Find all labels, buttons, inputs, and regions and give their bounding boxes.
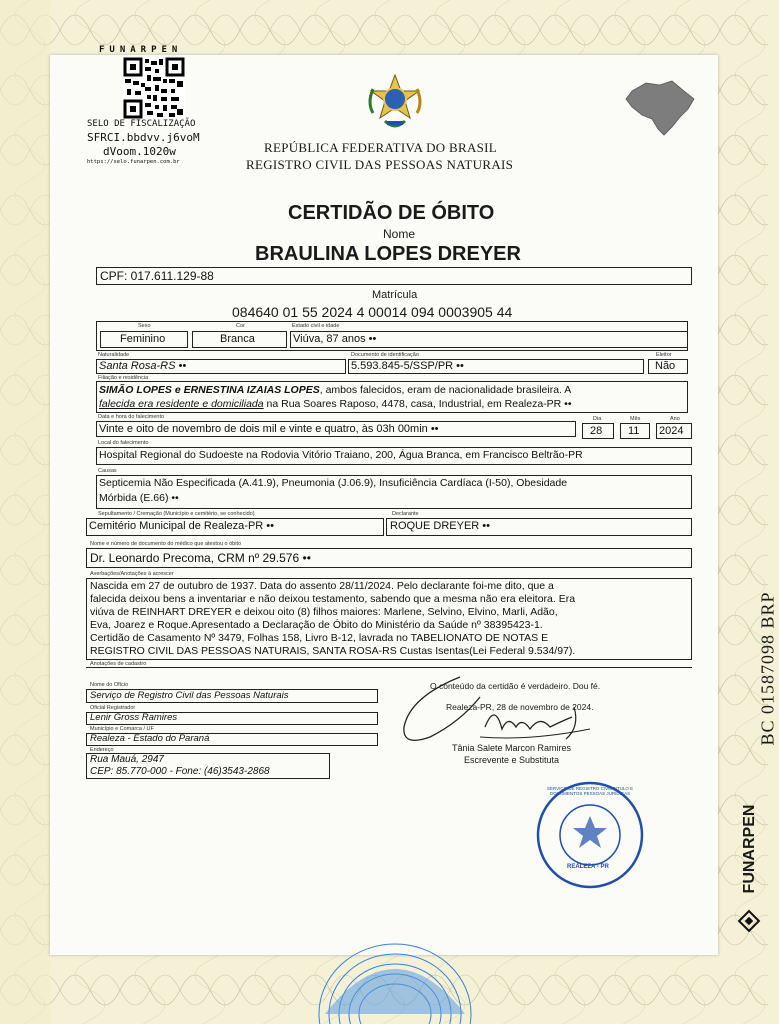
- averbacoes-line-3: viúva de REINHART DREYER e deixou oito (8) filhos maiores: Marlene, Selvino, Elvino, Marli, Adão,: [90, 606, 558, 618]
- causa-line-1: Septicemia Não Especificada (A.41.9), Pneumonia (J.06.9), Insuficiência Cardíaca (I-50), Obesidade: [99, 477, 568, 489]
- selo-url: https://selo.funarpen.com.br: [87, 159, 180, 165]
- declarante-value: ROQUE DREYER ••: [390, 520, 490, 532]
- selo-title: SELO DE FISCALIZAÇÃO: [87, 119, 196, 129]
- funarpen-logo-icon: [738, 910, 760, 932]
- selo-brand: FUNARPEN: [99, 45, 183, 55]
- office-nome: Serviço de Registro Civil das Pessoas Naturais: [90, 690, 289, 701]
- header-line-1: REPÚBLICA FEDERATIVA DO BRASIL: [264, 140, 498, 155]
- data-value: Vinte e oito de novembro de dois mil e vinte e quatro, às 03h 00min ••: [99, 423, 439, 435]
- office-nome-label: Nome do Ofício: [90, 682, 129, 688]
- certificate-title: CERTIDÃO DE ÓBITO: [288, 202, 495, 224]
- ano-value: 2024: [659, 425, 684, 437]
- anotacoes-label: Anotações de cadastro: [90, 661, 147, 667]
- signature-nome: Tânia Salete Marcon Ramires: [452, 743, 572, 753]
- filiacao-parents: SIMÃO LOPES e ERNESTINA IZAIAS LOPES: [99, 384, 320, 396]
- signature-verdadeiro: O conteúdo da certidão é verdadeiro. Dou fé.: [430, 681, 601, 691]
- data-label: Data e hora do falecimento: [98, 414, 165, 420]
- office-municipio: Realeza - Estado do Paraná: [90, 733, 210, 744]
- selo-box: [81, 45, 226, 173]
- selo-code-2: dVoom.1020w: [103, 145, 176, 158]
- filiacao-label: Filiação e residência: [98, 375, 149, 381]
- office-oficial: Lenir Gross Ramires: [90, 712, 178, 723]
- office-stamp: [535, 780, 645, 890]
- cor-value: Branca: [220, 333, 255, 345]
- qr-code-icon: [123, 57, 185, 119]
- matricula-label: Matrícula: [372, 289, 418, 301]
- eleitor-label: Eleitor: [656, 352, 672, 358]
- averbacoes-line-2: falecida deixou bens a inventariar e não deixou testamento, sabendo que a mesma não era eleitora. Era: [90, 593, 576, 605]
- sexo-label: Sexo: [138, 323, 151, 329]
- certificate-paper: [50, 45, 718, 955]
- deceased-name: BRAULINA LOPES DREYER: [255, 243, 521, 265]
- filiacao-rest: , ambos falecidos, eram de nacionalidade brasileira. A: [319, 384, 572, 396]
- estado-civil-label: Estado civil e idade: [292, 323, 340, 329]
- office-endereco-1: Rua Mauá, 2947: [90, 754, 164, 765]
- naturalidade-value: Santa Rosa-RS ••: [99, 360, 187, 372]
- averbacoes-line-4: Eva, Joarez e Roque.Apresentado a Declaração de Óbito do Ministério da Saúde nº 38395423-1.: [90, 619, 543, 631]
- causa-label: Causas: [98, 468, 117, 474]
- filiacao-line-2: [99, 398, 572, 410]
- naturalidade-label: Naturalidade: [98, 352, 130, 358]
- security-brand: FUNARPEN: [741, 804, 758, 894]
- declarante-label: Declarante: [392, 511, 419, 517]
- sexo-value: Feminino: [120, 333, 166, 345]
- brazil-coat-of-arms-icon: [363, 73, 427, 133]
- mes-value: 11: [628, 425, 640, 437]
- filiacao-residence: na Rua Soares Raposo, 4478, casa, Industrial, em Realeza-PR ••: [263, 398, 572, 410]
- stamp-city: REALEZA - PR: [567, 864, 609, 870]
- ano-label: Ano: [670, 416, 680, 422]
- dia-label: Dia: [593, 416, 602, 422]
- signature-cargo: Escrevente e Substituta: [464, 755, 560, 765]
- averbacoes-label: Averbações/Anotações à acrescer: [90, 571, 174, 577]
- filiacao-line-1: [99, 384, 571, 396]
- estado-civil-value: Viúva, 87 anos ••: [293, 333, 377, 345]
- office-municipio-label: Município e Comarca / UF: [90, 726, 154, 732]
- averbacoes-line-6: REGISTRO CIVIL DAS PESSOAS NATURAIS, SANTA ROSA-RS Custas Isentas(Lei Federal 9.534/97).: [90, 645, 576, 657]
- nome-label: Nome: [383, 227, 416, 241]
- stamp-text: SERVIÇO DE REGISTRO CIVIL TITULO E DOCUMENTOS PESSOAS JURÍDICAS: [546, 786, 634, 796]
- security-rosette-icon: [315, 934, 475, 1024]
- averbacoes-line-1: Nascida em 27 de outubro de 1937. Data do assento 28/11/2024. Pelo declarante foi-me dito, que a: [90, 580, 554, 592]
- documento-label: Documento de identificação: [351, 352, 419, 358]
- office-endereco-label: Endereço: [90, 747, 114, 753]
- office-oficial-label: Oficial Registrador: [90, 705, 136, 711]
- sepultamento-value: Cemitério Municipal de Realeza-PR ••: [89, 520, 274, 532]
- security-serial: BC 01587098 BRP: [757, 591, 778, 746]
- medico-value: Dr. Leonardo Precoma, CRM nº 29.576 ••: [90, 551, 311, 565]
- medico-label: Nome e número de documento do médico que atestou o óbito: [90, 541, 242, 547]
- selo-code-1: SFRCI.bbdvv.j6voM: [87, 131, 200, 144]
- averbacoes-line-5: Certidão de Casamento Nº 3479, Folhas 158, Livro B-12, lavrada no TABELIONATO DE NOTAS E: [90, 632, 549, 644]
- mes-label: Mês: [630, 416, 641, 422]
- office-endereco-2: CEP: 85.770-000 - Fone: (46)3543-2868: [90, 766, 270, 777]
- eleitor-value: Não: [655, 360, 676, 372]
- dia-value: 28: [590, 425, 603, 437]
- signature-data: Realeza-PR, 28 de novembro de 2024.: [446, 702, 594, 712]
- header-line-2: REGISTRO CIVIL DAS PESSOAS NATURAIS: [246, 157, 514, 172]
- cpf-value: CPF: 017.611.129-88: [100, 269, 214, 283]
- causa-line-2: Mórbida (E.66) ••: [99, 492, 179, 504]
- matricula-value: 084640 01 55 2024 4 00014 094 0003905 44: [232, 304, 513, 320]
- local-value: Hospital Regional do Sudoeste na Rodovia Vitório Traiano, 200, Água Branca, em Francisco Beltrão-PR: [99, 449, 583, 461]
- cor-label: Cor: [236, 323, 245, 329]
- filiacao-residence-label: falecida era residente e domiciliada: [99, 398, 264, 410]
- local-label: Local do falecimento: [98, 440, 149, 446]
- brazil-map-icon: [622, 77, 698, 137]
- sepultamento-label: Sepultamento / Cremação (Município e cemitério, se conhecido): [98, 511, 255, 517]
- stamp-seal-icon: [535, 780, 645, 890]
- documento-value: 5.593.845-5/SSP/PR ••: [351, 360, 464, 372]
